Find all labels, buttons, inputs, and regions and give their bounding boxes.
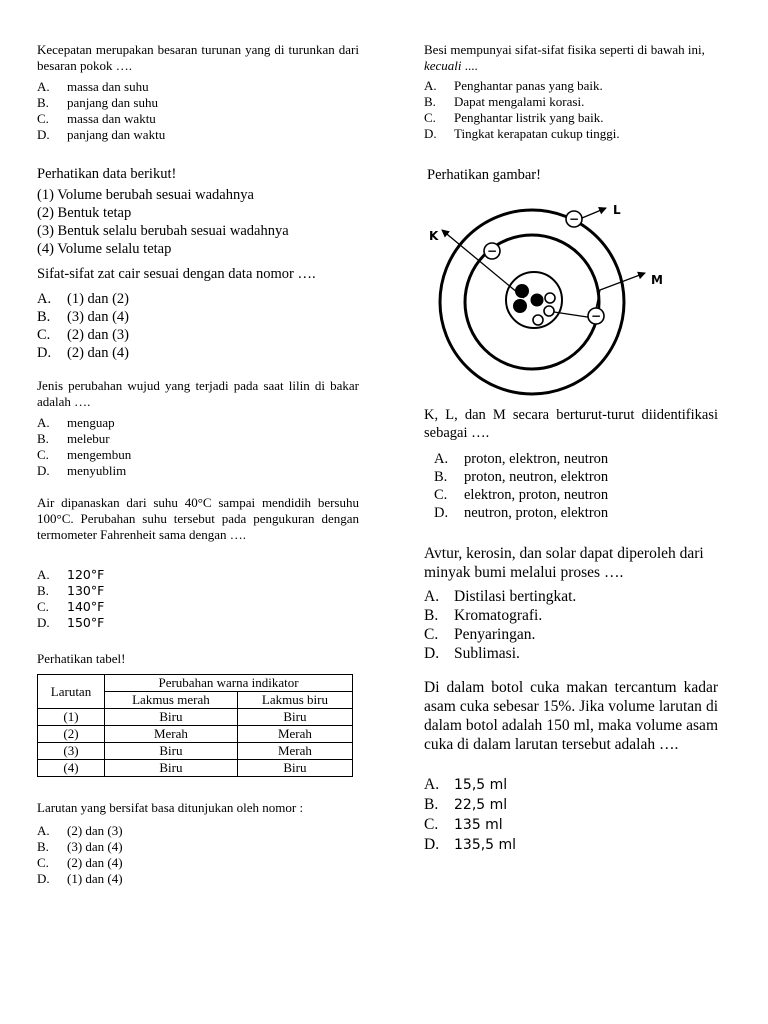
table-cell-merah: Biru [105,743,238,760]
q4-stem: Air dipanaskan dari suhu 40°C sampai mendidih bersuhu 100°C. Perubahan suhu tersebut pada pengukuran dengan termometer Fahrenheit sama dengan …. [37,495,359,542]
option-key: A. [424,776,440,793]
table-row [38,726,353,743]
option-text: 120°F [67,567,105,582]
option-text: mengembun [67,447,132,462]
option-text: (3) dan (4) [67,309,130,325]
q2-option-d[interactable] [37,344,359,362]
q2-option-a[interactable] [37,290,359,308]
q4-option-b[interactable] [37,583,359,599]
option-key: B. [434,469,448,485]
option-text: Kromatografi. [454,607,543,624]
option-key: D. [434,505,449,521]
option-key: C. [37,599,49,614]
option-text: neutron, proton, elektron [464,505,609,521]
option-text: panjang dan waktu [67,127,166,142]
option-text: proton, neutron, elektron [464,469,609,485]
option-key: C. [37,447,49,462]
option-key: B. [37,839,49,854]
q6-option-d[interactable] [424,126,718,142]
option-text: (1) dan (2) [67,291,130,307]
q3-option-a[interactable] [37,415,359,431]
option-text: 15,5 ml [454,777,508,793]
table-row [38,709,353,726]
q2-data-list [37,186,359,258]
q8-option-b[interactable] [424,606,718,625]
table-cell-no: (1) [38,709,105,726]
table-header-group: Perubahan warna indikator [105,675,353,692]
q7-option-c[interactable] [434,486,704,504]
q6-stem-a: Besi mempunyai sifat-sifat fisika seperti di bawah ini, [424,42,705,57]
q2-stem: Sifat-sifat zat cair sesuai dengan data nomor …. [37,266,316,282]
q3-stem: Jenis perubahan wujud yang terjadi pada saat lilin di bakar adalah …. [37,378,359,409]
q1-options [37,79,359,143]
option-text: (2) dan (3) [67,327,130,343]
proton [513,299,527,313]
option-key: B. [424,607,439,624]
table-cell-merah: Biru [105,760,238,777]
option-key: C. [434,487,448,503]
table-cell-biru: Biru [237,709,352,726]
q2-options [37,290,359,362]
q1-option-c[interactable] [37,111,359,127]
option-key: C. [37,327,51,343]
option-text: Sublimasi. [454,645,520,662]
q5-option-b[interactable] [37,839,359,855]
q7-options [434,450,704,522]
electron-sign: − [590,309,602,323]
option-key: A. [37,567,50,582]
electron-sign: − [486,244,498,258]
table-row [38,760,353,777]
q2-intro: Perhatikan data berikut! [37,166,177,182]
k-pointer [442,230,524,298]
q7-option-d[interactable] [434,504,704,522]
q4-option-d[interactable] [37,615,359,631]
option-key: A. [37,823,50,838]
q5-table-wrap [37,674,353,777]
atom-diagram [420,193,680,399]
option-text: menguap [67,415,115,430]
neutron [545,293,555,303]
option-key: A. [37,415,50,430]
option-text: 22,5 ml [454,797,508,813]
option-key: D. [37,345,52,361]
q1-stem: Kecepatan merupakan besaran turunan yang di turunkan dari besaran pokok …. [37,42,359,73]
option-text: Dapat mengalami korasi. [454,94,585,109]
q1-option-d[interactable] [37,127,359,143]
option-key: B. [37,583,49,598]
option-key: D. [37,871,50,886]
option-text: Distilasi bertingkat. [454,588,577,605]
q6-options [424,78,718,142]
q5-options [37,823,359,887]
option-text: (1) dan (4) [67,871,123,886]
q8-stem: Avtur, kerosin, dan solar dapat diperoleh dari minyak bumi melalui proses …. [424,545,704,581]
option-text: massa dan suhu [67,79,149,94]
q3-option-d[interactable] [37,463,359,479]
q6-option-c[interactable] [424,110,718,126]
q7-option-b[interactable] [434,468,704,486]
indicator-table [37,674,353,777]
q6-option-a[interactable] [424,78,718,94]
option-text: elektron, proton, neutron [464,487,609,503]
q5-intro: Perhatikan tabel! [37,651,126,666]
option-key: B. [424,94,436,109]
table-header-lakmus-biru: Lakmus biru [237,692,352,709]
q9-option-d[interactable] [424,835,718,855]
q8-options [424,587,718,663]
q3-option-b[interactable] [37,431,359,447]
table-cell-merah: Merah [105,726,238,743]
q9-option-a[interactable] [424,775,718,795]
label-k: K [429,229,439,243]
neutron [533,315,543,325]
option-text: panjang dan suhu [67,95,158,110]
option-text: 150°F [67,615,105,630]
table-header-larutan: Larutan [38,675,105,709]
option-key: A. [424,78,437,93]
q2-option-b[interactable] [37,308,359,326]
q7-stem: K, L, dan M secara berturut-turut diidentifikasi sebagai …. [424,407,718,441]
q7-option-a[interactable] [434,450,704,468]
option-text: proton, elektron, neutron [464,451,609,467]
option-text: Tingkat kerapatan cukup tinggi. [454,126,620,141]
option-text: melebur [67,431,110,446]
q6-option-b[interactable] [424,94,718,110]
q6-stem-c: .... [461,58,478,73]
q5-option-c[interactable] [37,855,359,871]
option-text: (2) dan (4) [67,855,123,870]
option-key: D. [424,645,440,662]
option-text: 130°F [67,583,105,598]
option-key: A. [37,291,52,307]
option-key: D. [424,836,440,853]
table-cell-biru: Merah [237,743,352,760]
neutron [544,306,554,316]
q5-option-a[interactable] [37,823,359,839]
option-key: B. [37,431,49,446]
label-l: L [613,203,621,217]
electron-sign: − [568,212,580,226]
option-key: B. [37,95,49,110]
table-row [38,743,353,760]
q4-option-c[interactable] [37,599,359,615]
option-text: Penyaringan. [454,626,536,643]
option-text: 140°F [67,599,105,614]
option-key: C. [424,110,436,125]
q3-option-c[interactable] [37,447,359,463]
option-text: massa dan waktu [67,111,156,126]
table-header-lakmus-merah: Lakmus merah [105,692,238,709]
option-key: A. [424,588,440,605]
q9-option-b[interactable] [424,795,718,815]
table-cell-no: (2) [38,726,105,743]
option-text: (3) dan (4) [67,839,123,854]
option-key: D. [37,615,50,630]
q2-data-item: (4) Volume selalu tetap [37,241,172,257]
option-key: A. [37,79,50,94]
table-cell-no: (3) [38,743,105,760]
option-key: D. [424,126,437,141]
q4-options [37,567,359,631]
option-text: menyublim [67,463,127,478]
q9-options [424,775,718,855]
option-text: 135 ml [454,817,503,833]
q5-stem: Larutan yang bersifat basa ditunjukan oleh nomor : [37,800,304,815]
q7-intro: Perhatikan gambar! [427,167,541,183]
q3-options [37,415,359,479]
option-text: 135,5 ml [454,837,517,853]
label-m: M [651,273,663,287]
option-key: C. [424,626,439,643]
q8-option-c[interactable] [424,625,718,644]
option-key: C. [37,111,49,126]
q2-option-c[interactable] [37,326,359,344]
q9-stem: Di dalam botol cuka makan tercantum kadar asam cuka sebesar 15%. Jika volume larutan di dalam botol adalah 150 ml, maka volume asam cuka di dalam larutan tersebut adalah …. [424,679,718,753]
option-key: A. [434,451,449,467]
table-cell-merah: Biru [105,709,238,726]
q8-option-a[interactable] [424,587,718,606]
option-text: (2) dan (4) [67,345,130,361]
q2-data-item: (2) Bentuk tetap [37,205,132,221]
option-key: D. [37,127,50,142]
q4-option-a[interactable] [37,567,359,583]
q1-option-b[interactable] [37,95,359,111]
q2-data-item: (1) Volume berubah sesuai wadahnya [37,187,254,203]
option-key: C. [37,855,49,870]
proton [531,294,544,307]
q9-option-c[interactable] [424,815,718,835]
q1-option-a[interactable] [37,79,359,95]
q6-stem [424,42,718,74]
q5-option-d[interactable] [37,871,359,887]
table-cell-biru: Merah [237,726,352,743]
option-key: C. [424,816,439,833]
option-text: (2) dan (3) [67,823,123,838]
q8-option-d[interactable] [424,644,718,663]
option-text: Penghantar listrik yang baik. [454,110,604,125]
q2-data-item: (3) Bentuk selalu berubah sesuai wadahnya [37,223,289,239]
option-key: B. [37,309,51,325]
l-pointer [582,208,606,218]
q6-stem-kecuali: kecuali [424,58,462,73]
option-key: B. [424,796,439,813]
option-key: D. [37,463,50,478]
option-text: Penghantar panas yang baik. [454,78,603,93]
table-cell-biru: Biru [237,760,352,777]
table-cell-no: (4) [38,760,105,777]
